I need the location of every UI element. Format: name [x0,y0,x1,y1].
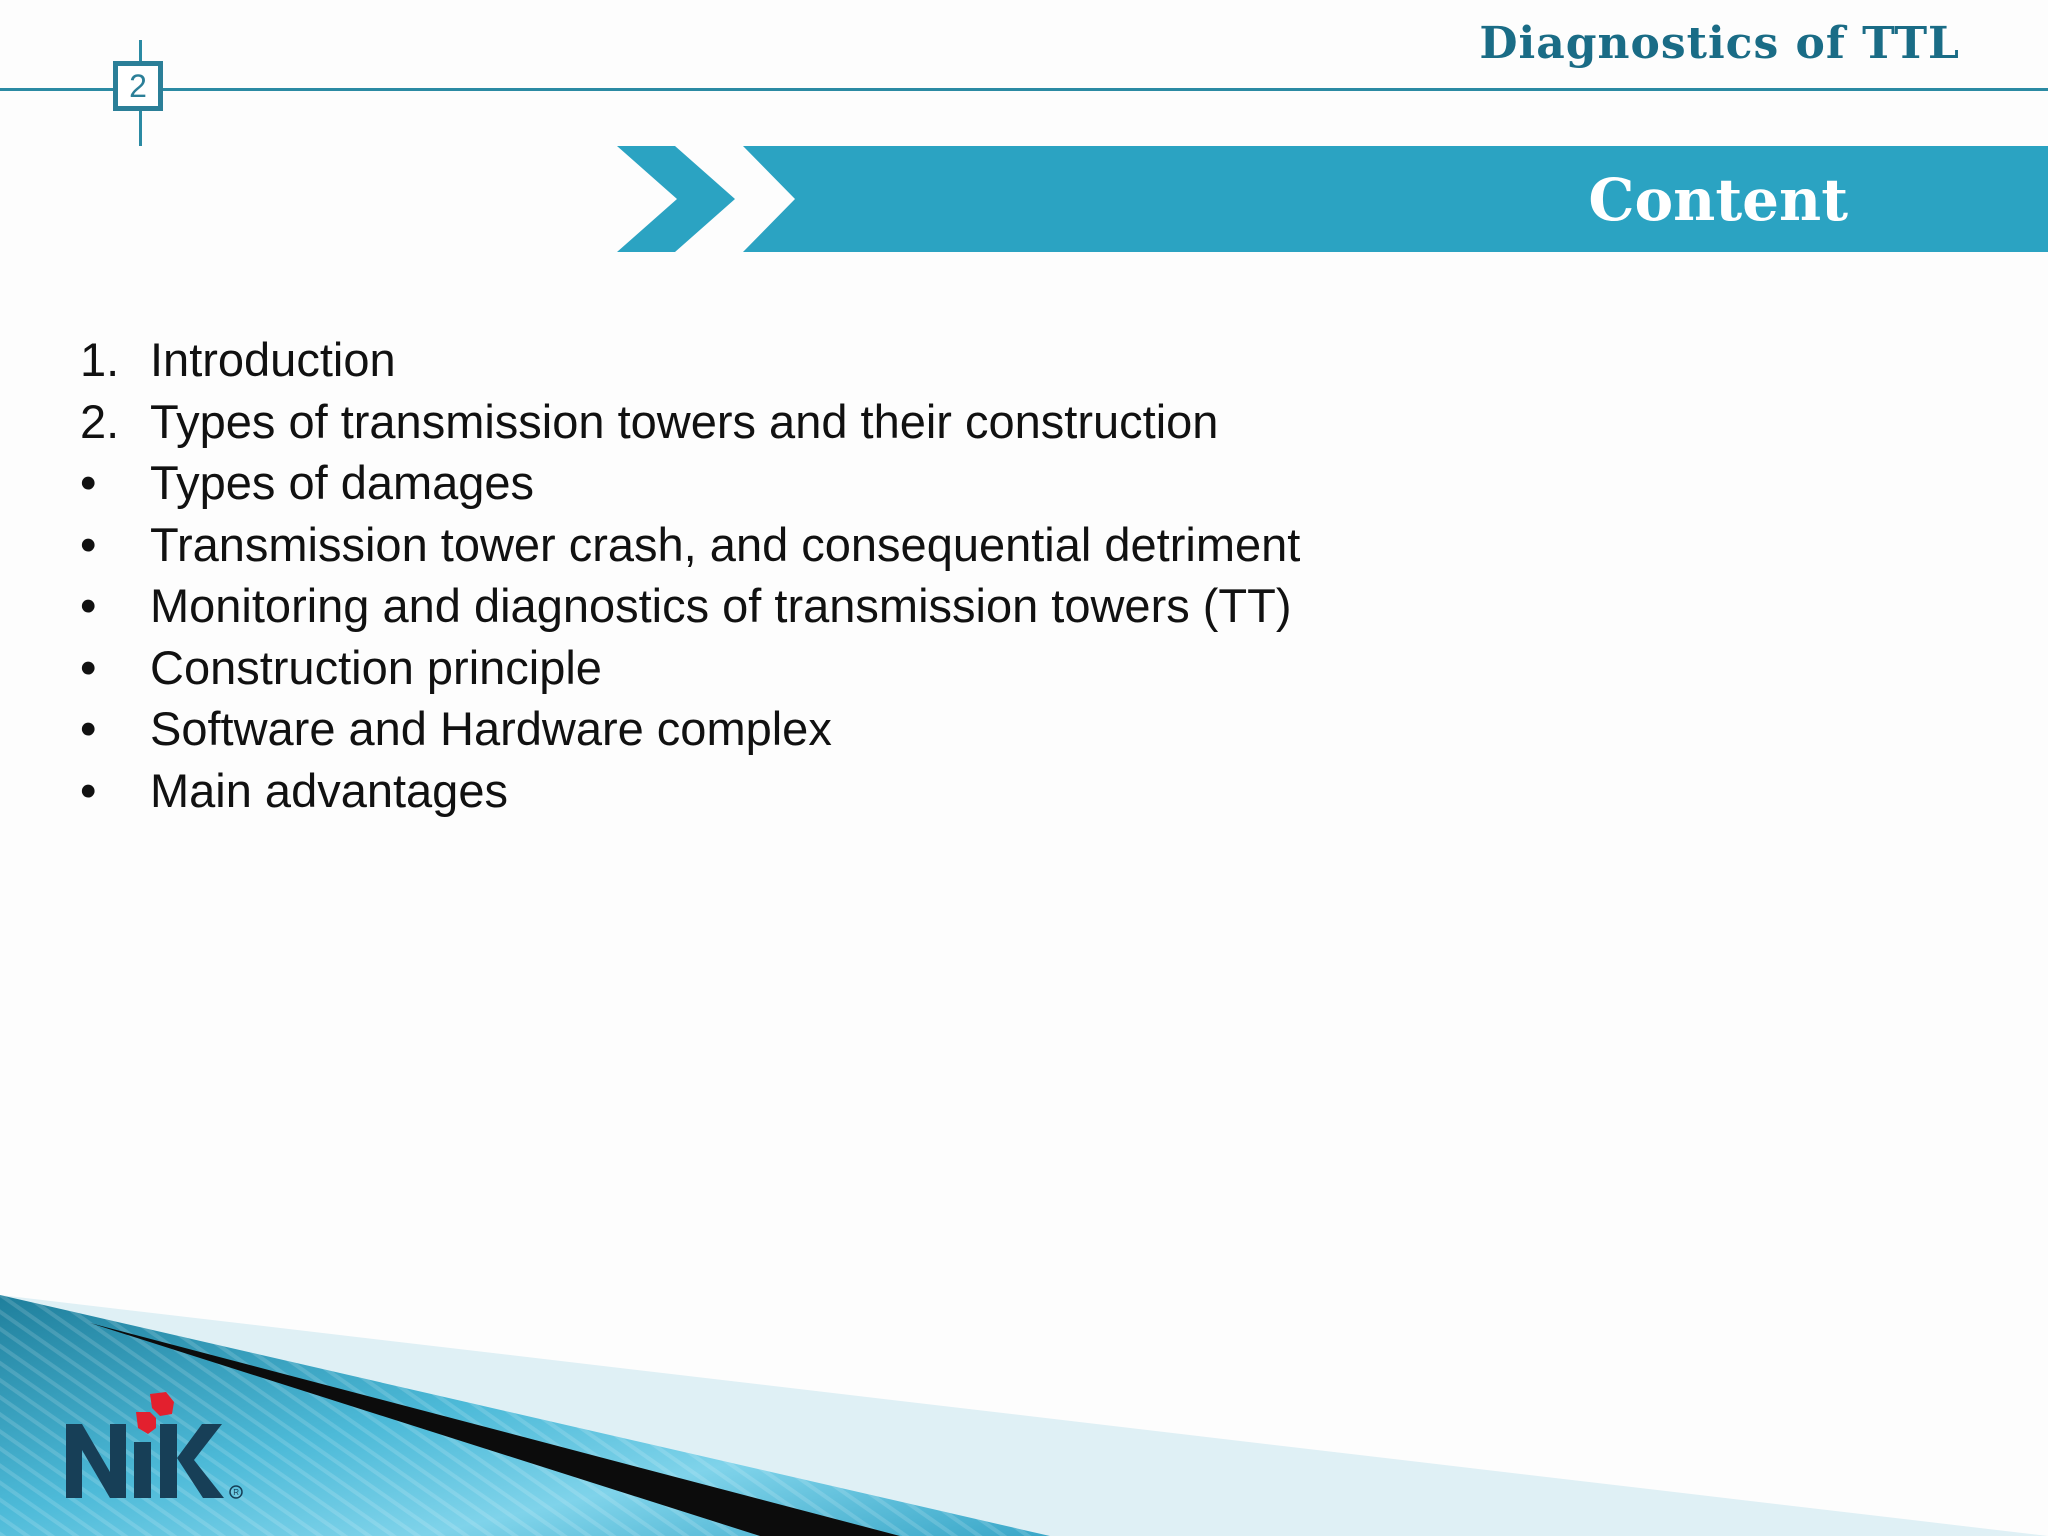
chevron-arrow-icon [617,146,735,252]
company-logo [66,1384,256,1504]
deck-title: Diagnostics of TTL [1479,18,1960,69]
bullet-icon: • [80,456,97,509]
svg-text:R: R [233,1488,239,1497]
slide-title: Content [1588,166,1848,234]
list-marker: 1. [80,333,120,386]
footer-decoration [0,1280,2048,1536]
list-item-text: Types of damages [150,456,535,509]
nik-logo-icon [66,1384,256,1504]
bullet-icon: • [80,517,97,571]
bullet-icon: • [80,702,97,755]
page-number: 2 [113,61,163,111]
list-item-text: Types of transmission towers and their construction [150,394,1219,448]
list-item-text: Transmission tower crash, and consequential detriment [150,517,1301,571]
bullet-icon: • [80,579,97,632]
top-rule [0,88,2048,91]
banner-bar [743,146,2048,252]
list-item-text: Monitoring and diagnostics of transmission towers (TT) [150,579,1292,632]
list-item-text: Main advantages [150,763,508,817]
list-item-text: Software and Hardware complex [150,702,832,755]
list-marker: 2. [80,394,120,448]
list-item-text: Introduction [150,333,396,386]
bullet-icon: • [80,640,97,694]
footer-graphic [0,1280,2048,1536]
bullet-icon: • [80,763,97,817]
list-item-text: Construction principle [150,640,602,694]
